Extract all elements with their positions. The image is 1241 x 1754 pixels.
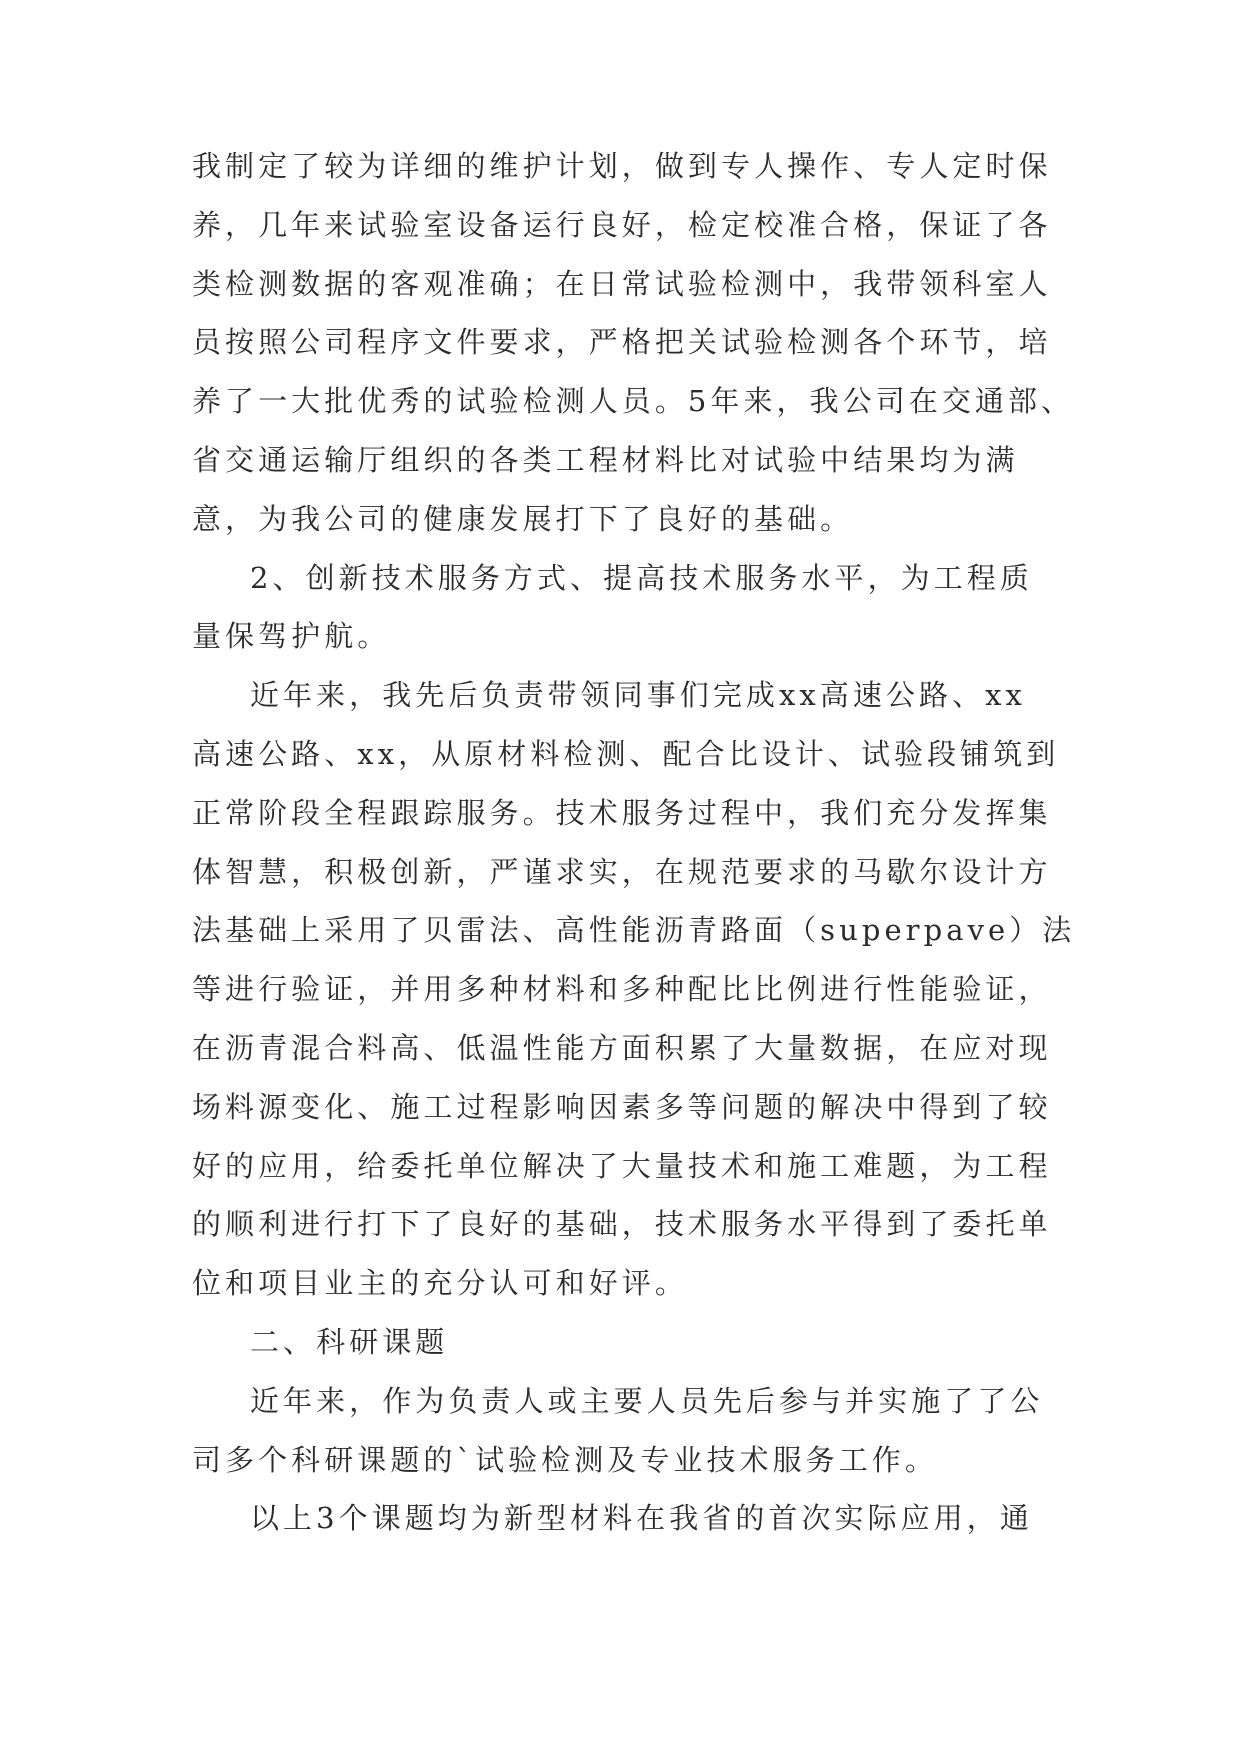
- text-line: 位和项目业主的充分认可和好评。: [192, 1266, 688, 1301]
- text-line: 正常阶段全程跟踪服务。技术服务过程中，我们充分发挥集: [192, 795, 1052, 830]
- text-line: 意，为我公司的健康发展打下了良好的基础。: [192, 501, 854, 536]
- text-line: 体智慧，积极创新，严谨求实，在规范要求的马歇尔设计方: [192, 854, 1052, 889]
- text-line: 省交通运输厅组织的各类工程材料比对试验中结果均为满: [192, 442, 1019, 477]
- text-line: 在沥青混合料高、低温性能方面积累了大量数据，在应对现: [192, 1030, 1052, 1065]
- text-line: 法基础上采用了贝雷法、高性能沥青路面（superpave）法: [192, 913, 1076, 948]
- section-heading: 2、创新技术服务方式、提高技术服务水平，为工程质: [250, 560, 1033, 595]
- text-line: 等进行验证，并用多种材料和多种配比比例进行性能验证，: [192, 972, 1052, 1007]
- text-line: 好的应用，给委托单位解决了大量技术和施工难题，为工程: [192, 1148, 1052, 1183]
- text-line: 的顺利进行打下了良好的基础，技术服务水平得到了委托单: [192, 1207, 1052, 1242]
- text-line: 类检测数据的客观准确；在日常试验检测中，我带领科室人: [192, 266, 1052, 301]
- text-line: 以上3个课题均为新型材料在我省的首次实际应用，通: [250, 1501, 1033, 1536]
- section-heading: 二、科研课题: [250, 1324, 449, 1359]
- text-line: 近年来，作为负责人或主要人员先后参与并实施了了公: [250, 1383, 1044, 1418]
- text-line: 场料源变化、施工过程影响因素多等问题的解决中得到了较: [192, 1089, 1052, 1124]
- text-line: 高速公路、xx，从原材料检测、配合比设计、试验段铺筑到: [192, 736, 1060, 771]
- text-line: 员按照公司程序文件要求，严格把关试验检测各个环节，培: [192, 325, 1052, 360]
- text-line: 近年来，我先后负责带领同事们完成xx高速公路、xx: [250, 678, 1026, 713]
- text-line: 我制定了较为详细的维护计划，做到专人操作、专人定时保: [192, 149, 1052, 183]
- text-line: 养，几年来试验室设备运行良好，检定校准合格，保证了各: [192, 207, 1052, 242]
- text-line: 养了一大批优秀的试验检测人员。5年来，我公司在交通部、: [192, 384, 1075, 419]
- text-line: 司多个科研课题的`试验检测及专业技术服务工作。: [192, 1442, 938, 1477]
- document-body: [192, 137, 1076, 1548]
- text-line: 量保驾护航。: [192, 619, 391, 654]
